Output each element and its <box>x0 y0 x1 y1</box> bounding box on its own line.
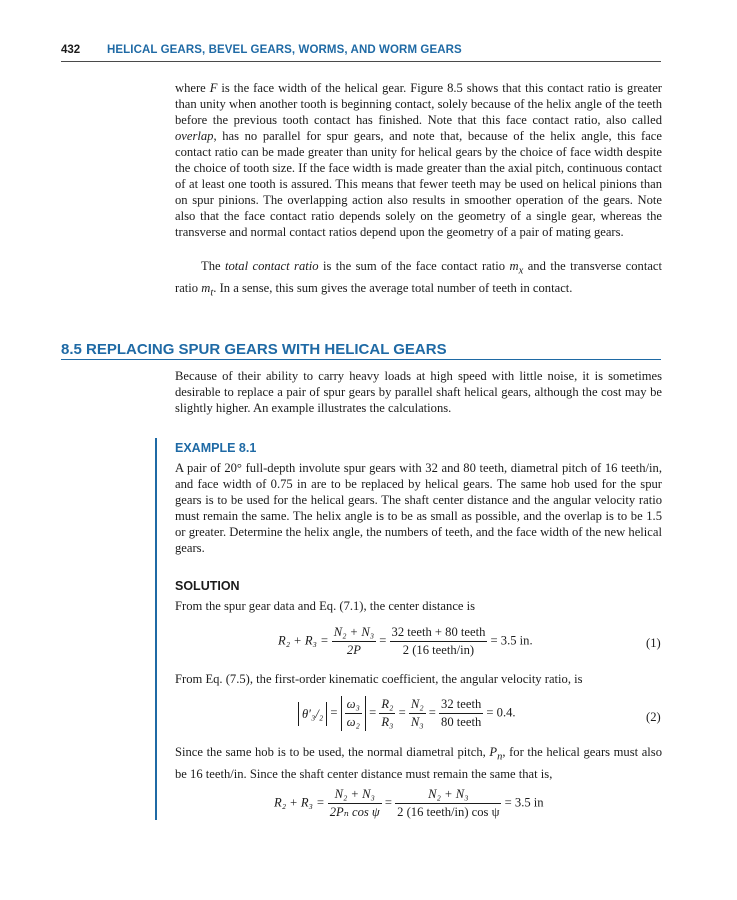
running-header <box>61 44 661 62</box>
example-side-bar <box>155 438 157 820</box>
intro-paragraph: where F is the face width of the helical gear. Figure 8.5 shows that this contact ratio is greater than unity when another tooth is beginning contact, solely because of the helix angle of the teeth before the previous tooth contact has finished. Note that this face contact ratio, also called overlap, has no parallel for spur gears, and note that, because of the helix angle, this face contact ratio can be made greater than unity for helical gears by the choice of face width despite the choice of tooth size. If the face width is made greater than the axial pitch, continuous contact of at least one tooth is assured. This means that fewer teeth may be used on helical pinions than on spur pinions. The overlapping action also results in smoother operation of the gears. Note also that the face contact ratio depends solely on the geometry of a single gear, whereas the transverse and normal contact ratios depend upon the geometry of a pair of mating gears. <box>175 81 662 240</box>
section-intro-paragraph: Because of their ability to carry heavy loads at high speed with little noise, it is sometimes desirable to replace a pair of spur gears by parallel shaft helical gears, although the cost may be slightly higher. An example illustrates the calculations. <box>175 369 662 416</box>
page-number: 432 <box>61 44 81 56</box>
solution-text-1: From the spur gear data and Eq. (7.1), the center distance is <box>175 599 476 613</box>
solution-title: SOLUTION <box>175 579 240 593</box>
total-contact-ratio-paragraph: The total contact ratio is the sum of the face contact ratio $m_x$ and the transverse contact ratio $m_t$. In a sense, this sum gives the average total number of teeth in contact. <box>175 259 662 299</box>
equation-3: R₂ + R₃ = $\frac{\text{N₂ + N₃}}{\text{2Pₙ cos ψ}}$ = $\frac{\text{N₂ + N₃}}{\text{2 (16 teeth/in) cos ψ}}$ = 3.5 in <box>274 787 544 819</box>
example-statement: A pair of 20° full-depth involute spur gears with 32 and 80 teeth, diametral pitch of 16 teeth/in, and face width of 0.75 in are to be replaced by helical gears. The same hob used for the spur gears is to be used for the helical gears. The shaft center distance and the angular velocity ratio must remain the same. The helix angle is to be as small as possible, and the overlap is to be 1.5 or greater. Determine the helix angle, the numbers of teeth, and the face width of the new helical gears. <box>175 461 662 556</box>
equation-2: θ′₃/₂ = $\frac{\text{ω₃}}{\text{ω₂}}$ = $\frac{\text{R₂}}{\text{R₃}}$ = $\frac{\text{N₂}}{\text{N₃}}$ = $\frac{\text{32 teeth}}{\text{80 teeth}}$ = 0.4. <box>298 696 516 731</box>
example-title: EXAMPLE 8.1 <box>175 441 257 455</box>
solution-text-2: From Eq. (7.5), the first-order kinematic coefficient, the angular velocity ratio, is <box>175 672 583 686</box>
running-title: HELICAL GEARS, BEVEL GEARS, WORMS, AND WORM GEARS <box>107 44 462 56</box>
solution-text-3: Since the same hob is to be used, the normal diametral pitch, $P_n$, for the helical gears must also be 16 teeth/in. Since the shaft center distance must remain the same that is, <box>175 745 662 781</box>
header-rule <box>61 61 661 62</box>
equation-1: R₂ + R₃ = $\frac{\text{N₂ + N₃}}{2P}$ = $\frac{\text{32 teeth + 80 teeth}}{\text{2 (16 teeth/in)}}$ = 3.5 in. <box>278 625 533 657</box>
equation-2-number: (2) <box>646 710 661 724</box>
equation-1-number: (1) <box>646 636 661 650</box>
section-heading: 8.5 REPLACING SPUR GEARS WITH HELICAL GEARS <box>61 341 661 361</box>
